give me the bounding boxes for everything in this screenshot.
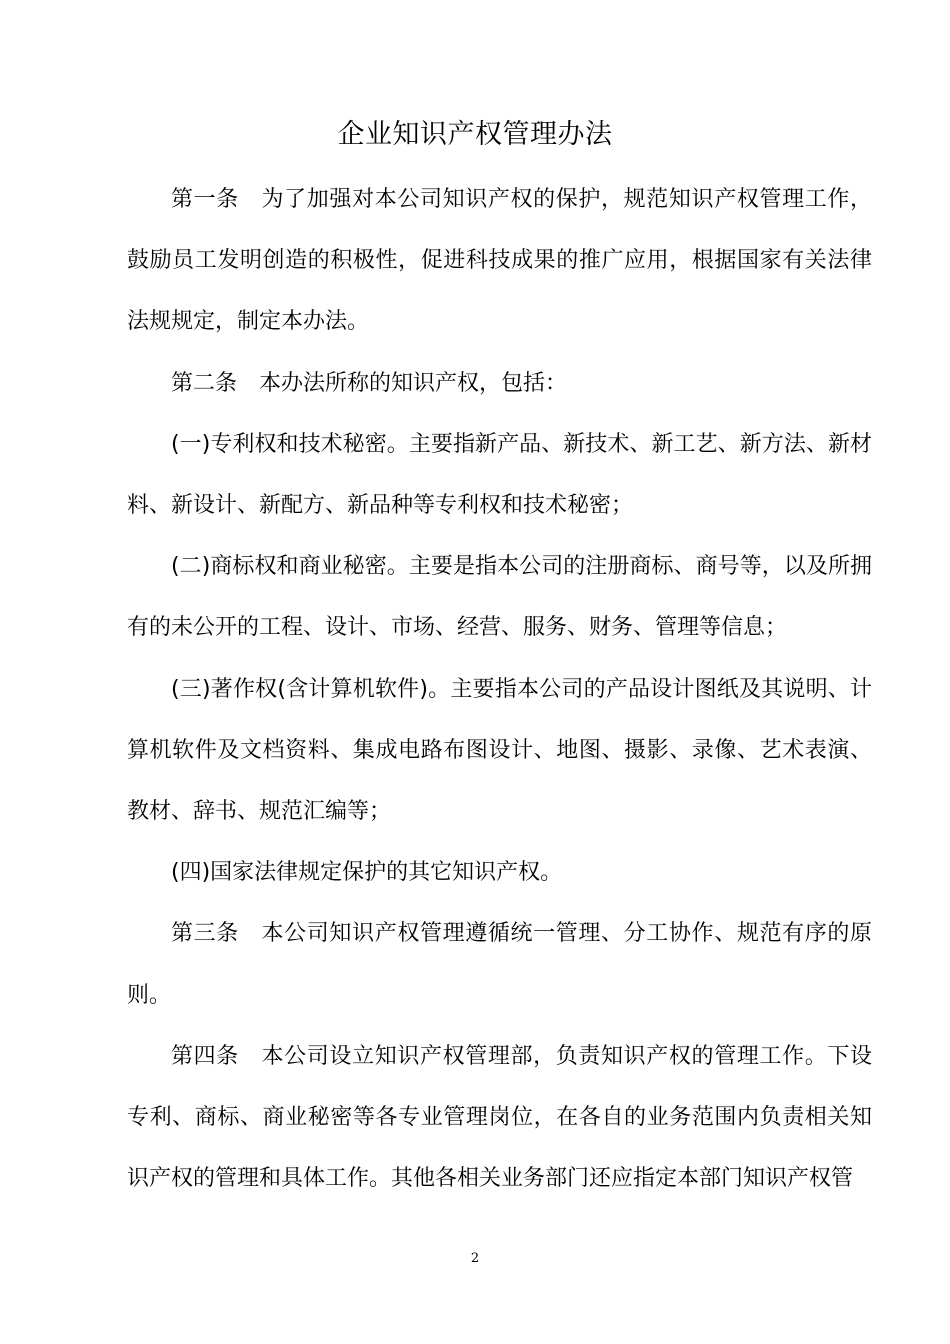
- item-3-paragraph: (三)著作权(含计算机软件)。主要指本公司的产品设计图纸及其说明、计算机软件及文档资料、集成电路布图设计、地图、摄影、录像、艺术表演、教材、辞书、规范汇编等；: [127, 676, 872, 825]
- article-3-paragraph: 第三条 本公司知识产权管理遵循统一管理、分工协作、规范有序的原则。: [127, 921, 872, 1008]
- article-4-paragraph: 第四条 本公司设立知识产权管理部，负责知识产权的管理工作。下设专利、商标、商业秘密等各专业管理岗位，在各自的业务范围内负责相关知识产权的管理和具体工作。其他各相关业务部门还应指定本部门知识产权管: [127, 1043, 872, 1192]
- document-title: 企业知识产权管理办法: [337, 119, 613, 150]
- item-2-paragraph: (二)商标权和商业秘密。主要是指本公司的注册商标、商号等，以及所拥有的未公开的工程、设计、市场、经营、服务、财务、管理等信息；: [127, 554, 872, 641]
- page-number: 2: [470, 1251, 480, 1266]
- document-body: [127, 169, 872, 1209]
- article-1-paragraph: 第一条 为了加强对本公司知识产权的保护，规范知识产权管理工作，鼓励员工发明创造的积极性，促进科技成果的推广应用，根据国家有关法律法规规定，制定本办法。: [127, 187, 872, 335]
- article-2-paragraph: 第二条 本办法所称的知识产权，包括：: [171, 370, 568, 396]
- item-1-paragraph: (一)专利权和技术秘密。主要指新产品、新技术、新工艺、新方法、新材料、新设计、新配方、新品种等专利权和技术秘密；: [127, 431, 872, 519]
- item-4-paragraph: (四)国家法律规定保护的其它知识产权。: [171, 860, 563, 886]
